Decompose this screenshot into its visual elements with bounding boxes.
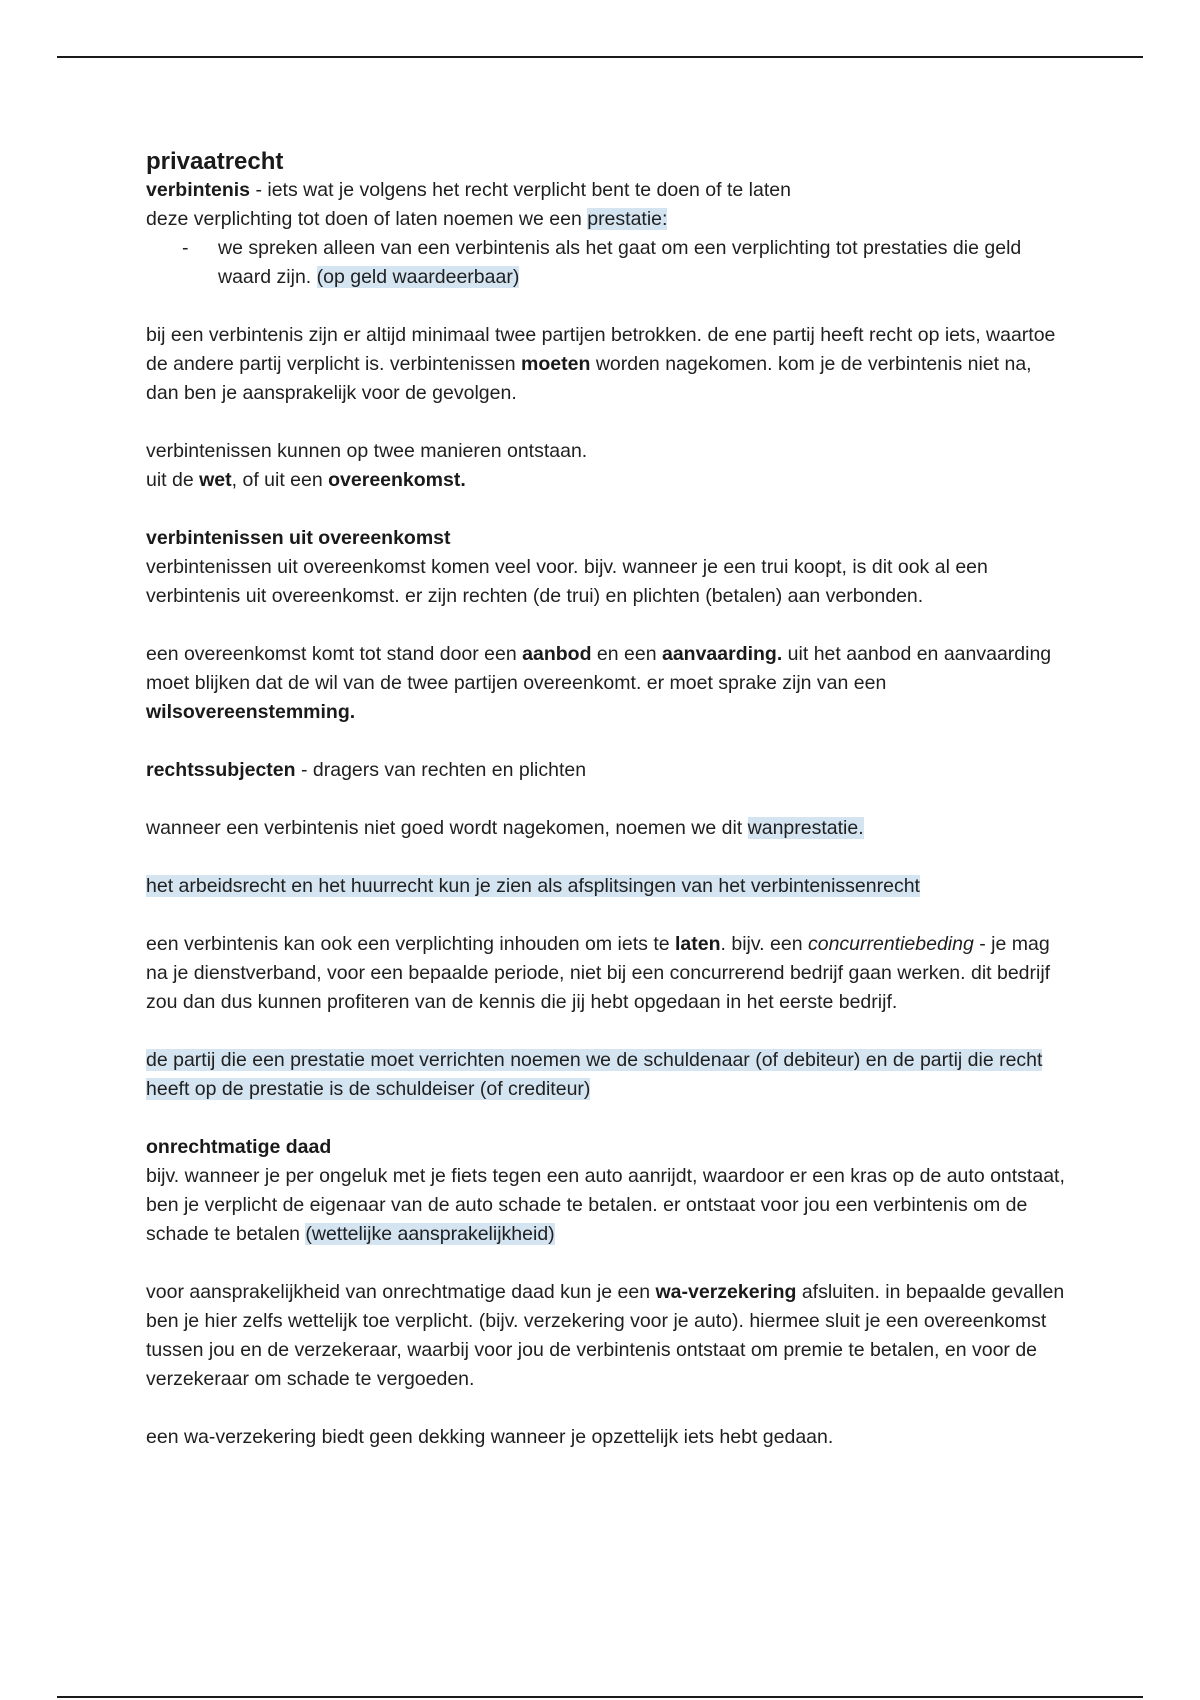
highlight-aansprakelijkheid: (wettelijke aansprakelijkheid) — [305, 1223, 555, 1245]
paragraph-geen-dekking: een wa-verzekering biedt geen dekking wanneer je opzettelijk iets hebt gedaan. — [146, 1426, 834, 1448]
document-body — [146, 148, 1066, 1452]
paragraph-rechtssubjecten: rechtssubjecten - dragers van rechten en plichten — [146, 759, 587, 781]
highlight-wanprestatie: wanprestatie. — [747, 817, 864, 839]
paragraph-trui: verbintenissen uit overeenkomst komen veel voor. bijv. wanneer je een trui koopt, is dit ook al een verbintenis uit overeenkomst. er zijn rechten (de trui) en plichten (betalen) aan verbonden. — [146, 556, 988, 607]
paragraph-wet-overeenkomst: uit de wet, of uit een overeenkomst. — [146, 469, 466, 491]
paragraph-ontstaan: verbintenissen kunnen op twee manieren ontstaan. — [146, 440, 588, 462]
paragraph-prestatie: deze verplichting tot doen of laten noemen we een prestatie: — [146, 208, 668, 230]
highlight-schuldenaar: de partij die een prestatie moet verrichten noemen we de schuldenaar (of debiteur) en de partij die recht heeft op de prestatie is de schuldeiser (of crediteur) — [146, 1049, 1043, 1100]
term-verbintenis: verbintenis — [146, 179, 251, 201]
paragraph-aanbod: een overeenkomst komt tot stand door een aanbod en een aanvaarding. uit het aanbod en aanvaarding moet blijken dat de wil van de twee partijen overeenkomt. er moet sprake zijn van een wilsovereenstemming. — [146, 643, 1052, 723]
paragraph-verbintenis: verbintenis - iets wat je volgens het recht verplicht bent te doen of te laten — [146, 179, 791, 201]
paragraph-partijen: bij een verbintenis zijn er altijd minimaal twee partijen betrokken. de ene partij heeft recht op iets, waartoe de andere partij verplicht is. verbintenissen moeten worden nagekomen. kom je de verbintenis niet na, dan ben je aansprakelijk voor de gevolgen. — [146, 324, 1056, 404]
paragraph-wanprestatie: wanneer een verbintenis niet goed wordt nagekomen, noemen we dit wanprestatie. — [146, 817, 864, 839]
bullet-dash: - — [182, 237, 189, 259]
section-heading-overeenkomst: verbintenissen uit overeenkomst — [146, 527, 451, 549]
paragraph-schuldenaar — [146, 1046, 1066, 1104]
section-heading-onrechtmatige-daad: onrechtmatige daad — [146, 1136, 332, 1158]
list-item: - we spreken alleen van een verbintenis als het gaat om een verplichting tot prestaties die geld waard zijn. (op geld waardeerbaar) — [146, 234, 1066, 292]
paragraph-fiets: bijv. wanneer je per ongeluk met je fiets tegen een auto aanrijdt, waardoor er een kras op de auto ontstaat, ben je verplicht de eigenaar van de auto schade te betalen. er ontstaat voor jou een verbintenis om de schade te betalen (wettelijke aansprakelijkheid) — [146, 1165, 1065, 1245]
highlight-arbeidsrecht: het arbeidsrecht en het huurrecht kun je zien als afsplitsingen van het verbintenissenrecht — [146, 875, 920, 897]
paragraph-concurrentiebeding: een verbintenis kan ook een verplichting inhouden om iets te laten. bijv. een concurrentiebeding - je mag na je dienstverband, voor een bepaalde periode, niet bij een concurrerend bedrijf gaan werken. dit bedrijf zou dan dus kunnen profiteren van de kennis die jij hebt opgedaan in het eerste bedrijf. — [146, 933, 1051, 1013]
highlight-geld: (op geld waardeerbaar) — [316, 266, 520, 288]
paragraph-wa-verzekering: voor aansprakelijkheid van onrechtmatige daad kun je een wa-verzekering afsluiten. in bepaalde gevallen ben je hier zelfs wettelijk toe verplicht. (bijv. verzekering voor je auto). hiermee sluit je een overeenkomst tussen jou en de verzekeraar, waarbij voor jou de verbintenis ontstaat om premie te betalen, en voor de verzekeraar om schade te vergoeden. — [146, 1281, 1065, 1390]
paragraph-arbeidsrecht — [146, 872, 1066, 901]
footer-rule — [57, 1696, 1143, 1698]
document-title: privaatrecht — [146, 148, 284, 175]
header-rule — [57, 56, 1143, 58]
highlight-prestatie: prestatie: — [587, 208, 668, 230]
